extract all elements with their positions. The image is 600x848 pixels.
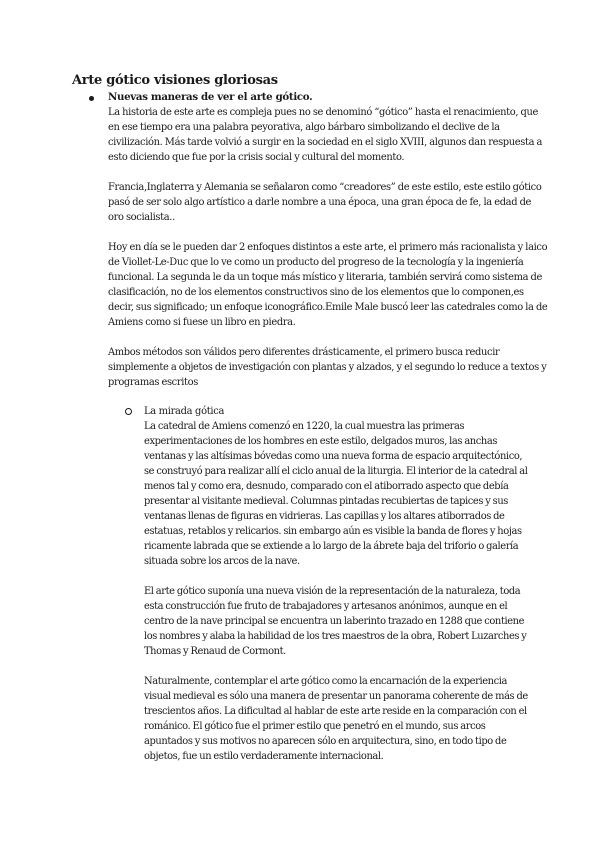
document-title: Arte gótico visiones gloriosas xyxy=(72,73,278,88)
section-nuevas-maneras xyxy=(108,90,548,390)
section-paragraph: Hoy en día se le pueden dar 2 enfoques distintos a este arte, el primero más racionalista y laico de Viollet-Le-Duc que lo ve como un producto del progreso de la tecnología y la ingeniería funcional. La segunda le da un toque más místico y literaria, también servirá como sistema de clasificación, no de los elementos constructivos sino de los elementos que lo componen,es decir, sus significado; un enfoque iconográfico.Emile Male buscó leer las catedrales como la de Amiens como si fuese un libro en piedra. xyxy=(108,242,548,328)
section-paragraph: La historia de este arte es compleja pues no se denominó “gótico” hasta el renacimiento, que en ese tiempo era una palabra peyorativa, algo bárbaro simbolizando el declive de la civilización. Más tarde volvió a surgir en la sociedad en el siglo XVIII, algunos dan respuesta a esto diciendo que fue por la crisis social y cultural del momento. xyxy=(108,107,543,163)
subsection-paragraph: El arte gótico suponía una nueva visión de la representación de la naturaleza, toda esta construcción fue fruto de trabajadores y artesanos anónimos, aunque en el centro de la nave principal se encuentra un laberinto trazado en 1288 que contiene los nombres y alaba la habilidad de los tres maestros de la obra, Robert Luzarches y Thomas y Renaud de Cormont. xyxy=(144,586,527,657)
hollow-bullet-icon xyxy=(125,408,132,415)
subsection-paragraph: Naturalmente, contemplar el arte gótico como la encarnación de la experiencia visual medieval es sólo una manera de presentar un panorama coherente de más de trescientos años. La dificultad al hablar de este arte reside en la comparación con el románico. El gótico fue el primer estilo que penetró en el mundo, sus arcos apuntados y sus motivos no aparecen sólo en arquitectura, sino, en todo tipo de objetos, fue un estilo verdaderamente internacional. xyxy=(144,676,528,762)
section-paragraph: Francia,Inglaterra y Alemania se señalaron como “creadores” de este estilo, este estilo gótico pasó de ser solo algo artístico a darle nombre a una época, una gran época de fe, la edad de oro socialista.. xyxy=(108,182,542,223)
subsection-mirada-gotica xyxy=(144,404,530,764)
section-heading: Nuevas maneras de ver el arte gótico. xyxy=(108,91,313,103)
filled-bullet-icon xyxy=(89,96,94,101)
section-paragraph: Ambos métodos son válidos pero diferentes drásticamente, el primero busca reducir simplemente a objetos de investigación con plantas y alzados, y el segundo lo reduce a textos y programas escritos xyxy=(108,347,547,388)
subsection-heading: La mirada gótica xyxy=(144,406,225,417)
subsection-paragraph: La catedral de Amiens comenzó en 1220, la cual muestra las primeras experimentaciones de los hombres en este estilo, delgados muros, las anchas ventanas y las altísimas bóvedas como una nueva forma de espacio arquitectónico, se construyó para realizar allí el ciclo anual de la liturgia. El interior de la catedral al menos tal y como era, desnudo, comparado con el atiborrado aspecto que debía presentar al visitante medieval. Columnas pintadas recubiertas de tapices y sus ventanas llenas de figuras en vidrieras. Las capillas y los altares atiborrados de estatuas, retablos y relicarios. sin embargo aún es visible la banda de flores y hojas ricamente labrada que se extiende a lo largo de la ábrete baja del triforio o galería situada sobre los arcos de la nave. xyxy=(144,421,528,567)
